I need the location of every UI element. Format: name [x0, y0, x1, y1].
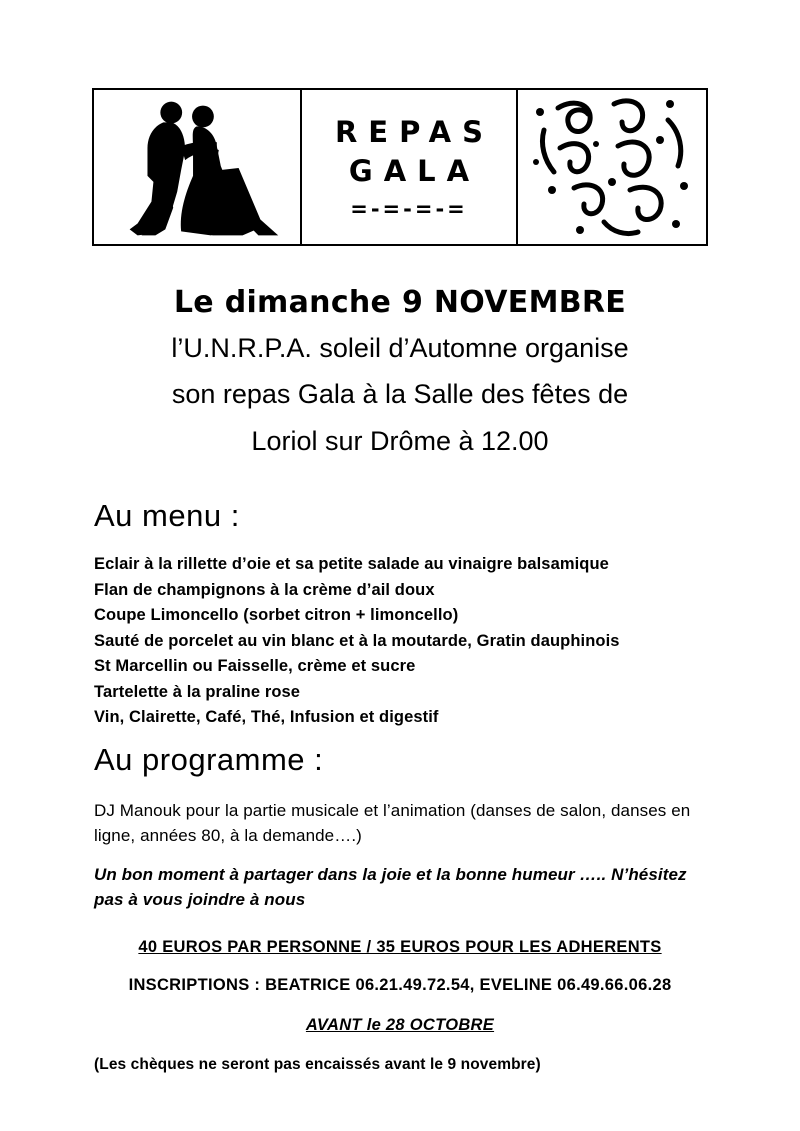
event-venue-line: son repas Gala à la Salle des fêtes de — [171, 379, 629, 409]
menu-item: Eclair à la rillette d’oie et sa petite salade au vinaigre balsamique — [94, 555, 609, 573]
event-date: Le dimanche 9 NOVEMBRE — [173, 285, 627, 320]
cheque-note: (Les chèques ne seront pas encaissés avant le 9 novembre) — [94, 1056, 541, 1073]
banner-left-cell — [94, 90, 302, 244]
menu-item: Tartelette à la praline rose — [94, 682, 301, 701]
banner-title-cell — [302, 90, 518, 244]
banner-title-line1: REPAS — [334, 114, 495, 149]
menu-list — [94, 552, 734, 731]
event-city-time-line: Loriol sur Drôme à 12.00 — [251, 425, 549, 456]
banner-title-line2: GALA — [348, 154, 481, 188]
menu-item: Sauté de porcelet au vin blanc et à la moutarde, Gratin dauphinois — [94, 631, 620, 650]
event-organizer-line: l’U.N.R.P.A. soleil d’Automne organise — [171, 332, 629, 363]
menu-item: Vin, Clairette, Café, Thé, Infusion et digestif — [94, 708, 439, 726]
menu-section-title: Au menu : — [94, 498, 240, 533]
menu-item: Flan de champignons à la crème d’ail doux — [94, 580, 435, 599]
programme-paragraph: DJ Manouk pour la partie musicale et l’animation (danses de salon, danses en ligne, années 80, à la demande….) — [94, 801, 691, 845]
menu-item: Coupe Limoncello (sorbet citron + limoncello) — [94, 606, 459, 624]
header-banner — [92, 88, 708, 246]
programme-body — [94, 798, 708, 912]
programme-closing: Un bon moment à partager dans la joie et la bonne humeur ….. N’hésitez pas à vous joindre à nous — [94, 865, 687, 909]
deadline-line: AVANT le 28 OCTOBRE — [305, 1016, 495, 1034]
confetti-streamers-icon — [518, 90, 706, 244]
programme-section-title: Au programme : — [94, 742, 324, 777]
dancing-couple-silhouette-icon — [94, 90, 300, 244]
banner-right-cell — [518, 90, 706, 244]
headline-block — [0, 284, 800, 461]
footer-block — [0, 938, 800, 1074]
price-line: 40 EUROS PAR PERSONNE / 35 EUROS POUR LES ADHERENTS — [138, 938, 662, 956]
banner-dashes: =-=-=-= — [350, 197, 468, 222]
inscriptions-line: INSCRIPTIONS : BEATRICE 06.21.49.72.54, EVELINE 06.49.66.06.28 — [128, 976, 672, 994]
menu-item: St Marcellin ou Faisselle, crème et sucre — [94, 657, 416, 675]
